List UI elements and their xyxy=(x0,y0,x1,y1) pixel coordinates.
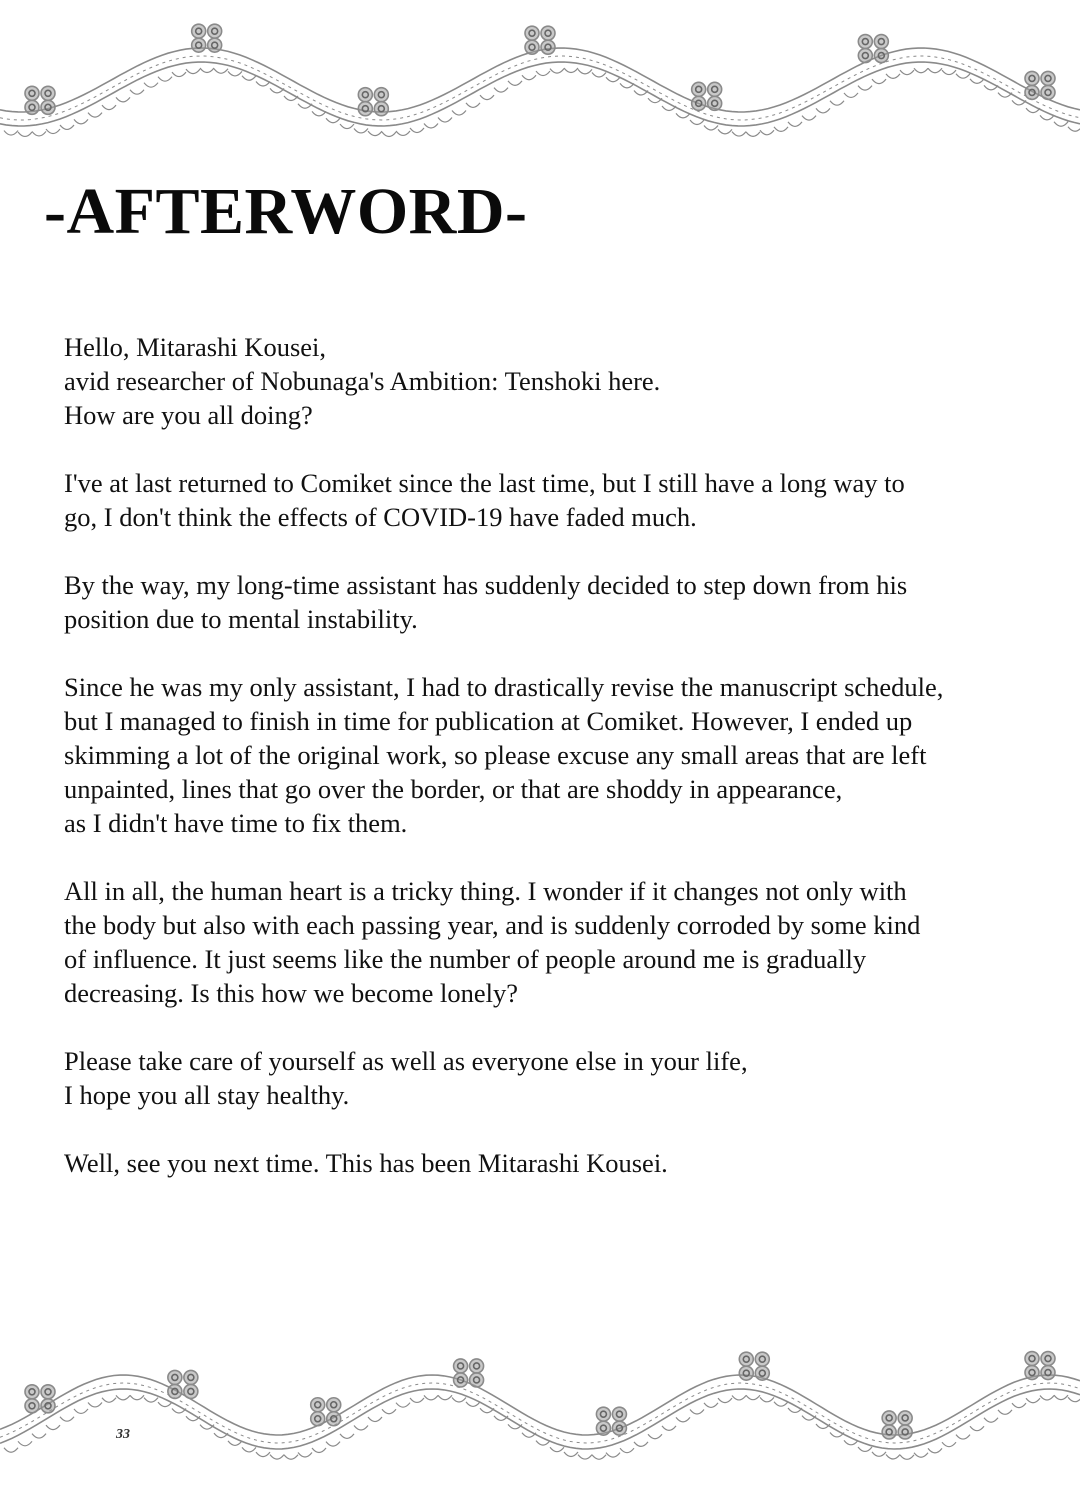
text-line: Please take care of yourself as well as everyone else in your life, xyxy=(64,1046,748,1076)
text-line: Since he was my only assistant, I had to drastically revise the manuscript schedule, xyxy=(64,672,944,702)
text-line: By the way, my long-time assistant has suddenly decided to step down from his xyxy=(64,570,908,600)
text-line: decreasing. Is this how we become lonely? xyxy=(64,978,519,1008)
text-line: avid researcher of Nobunaga's Ambition: Tenshoki here. xyxy=(64,366,661,396)
text-line: unpainted, lines that go over the border, or that are shoddy in appearance, xyxy=(64,774,843,804)
text-line: Well, see you next time. This has been Mitarashi Kousei. xyxy=(64,1148,668,1178)
text-line: All in all, the human heart is a tricky thing. I wonder if it changes not only with xyxy=(64,876,907,906)
text-line: skimming a lot of the original work, so please excuse any small areas that are left xyxy=(64,740,927,770)
page-title: -AFTERWORD- xyxy=(44,175,528,248)
text-line: as I didn't have time to fix them. xyxy=(64,808,408,838)
paragraph xyxy=(64,466,1024,534)
text-line: the body but also with each passing year, and is suddenly corroded by some kind xyxy=(64,910,921,940)
text-line: position due to mental instability. xyxy=(64,604,418,634)
text-line: go, I don't think the effects of COVID-19 have faded much. xyxy=(64,502,697,532)
paragraph xyxy=(64,874,1024,1010)
paragraph xyxy=(64,568,1024,636)
page-number: 33 xyxy=(116,1427,130,1442)
paragraph xyxy=(64,1044,1024,1112)
text-line: of influence. It just seems like the number of people around me is gradually xyxy=(64,944,867,974)
text-line: but I managed to finish in time for publication at Comiket. However, I ended up xyxy=(64,706,913,736)
paragraph xyxy=(64,1146,1024,1180)
text-line: How are you all doing? xyxy=(64,400,313,430)
lace-border-bottom xyxy=(0,1310,1080,1511)
paragraph xyxy=(64,670,1024,840)
text-line: Hello, Mitarashi Kousei, xyxy=(64,332,327,362)
lace-border-top xyxy=(0,0,1080,170)
paragraph xyxy=(64,330,1024,432)
text-line: I hope you all stay healthy. xyxy=(64,1080,350,1110)
afterword-body xyxy=(64,330,1024,1214)
text-line: I've at last returned to Comiket since the last time, but I still have a long way to xyxy=(64,468,905,498)
